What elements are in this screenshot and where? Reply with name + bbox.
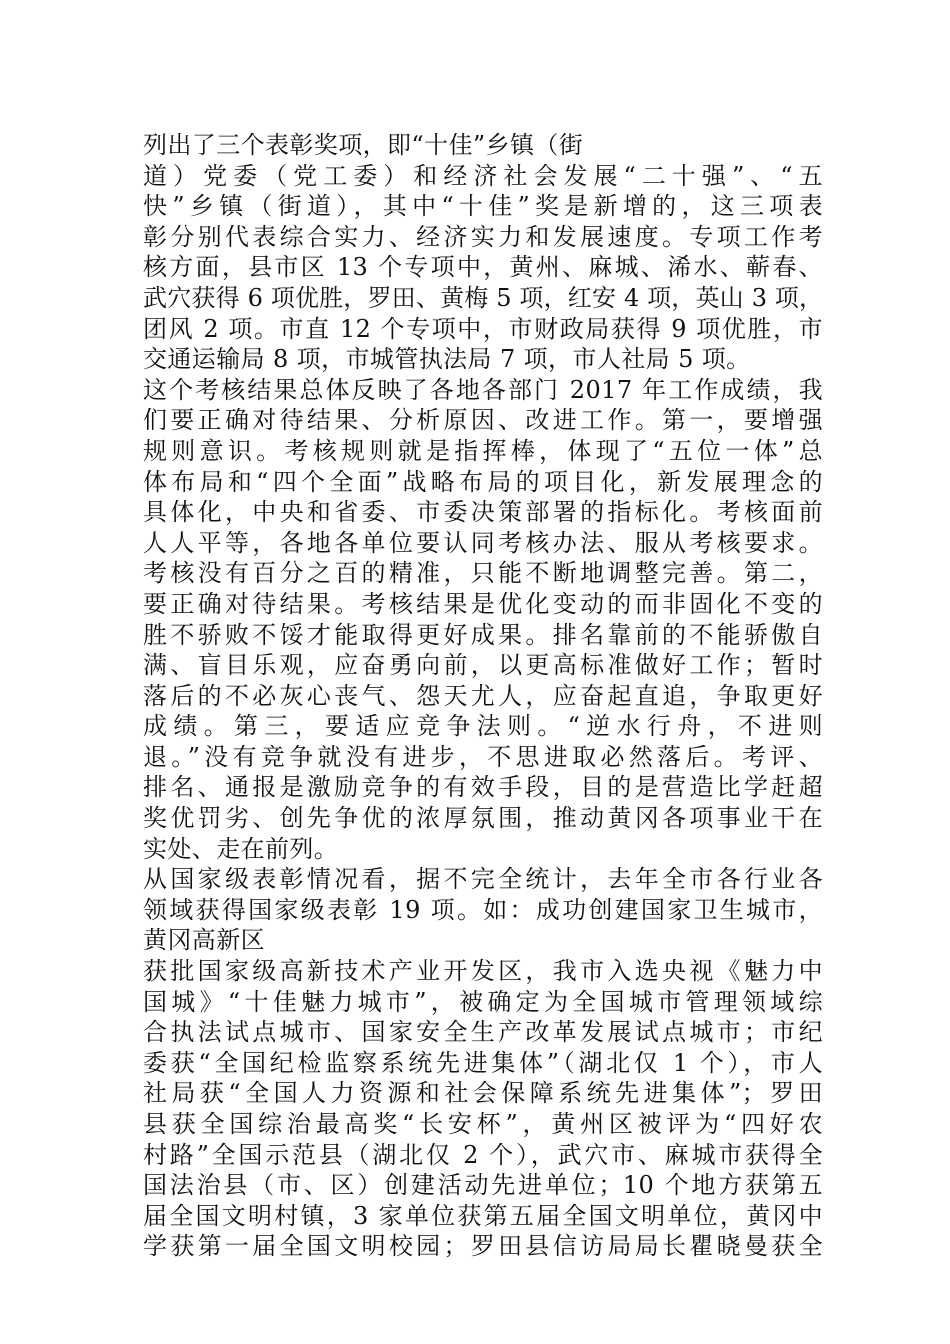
text-line: 列出了三个表彰奖项，即“十佳”乡镇（街: [143, 131, 584, 159]
text-line: 体布局和“四个全面”战略布局的项目化，新发展理念的: [143, 467, 823, 496]
text-line: 胜不骄败不馁才能取得更好成果。排名靠前的不能骄傲自: [143, 620, 823, 649]
text-line: 满、盲目乐观，应奋勇向前，以更高标准做好工作；暂时: [143, 651, 823, 680]
text-line: 领域获得国家级表彰 19 项。如：成功创建国家卫生城市，: [143, 895, 823, 924]
text-line: 规则意识。考核规则就是指挥棒，体现了“五位一体”总: [143, 436, 823, 465]
text-line: 武穴获得 6 项优胜，罗田、黄梅 5 项，红安 4 项，英山 3 项，: [143, 283, 823, 312]
text-line: 黄冈高新区: [143, 926, 265, 955]
text-line: 们要正确对待结果、分析原因、改进工作。第一，要增强: [143, 406, 823, 435]
text-line: 要正确对待结果。考核结果是优化变动的而非固化不变的: [143, 589, 823, 618]
text-line: 彰分别代表综合实力、经济实力和发展速度。专项工作考: [143, 222, 823, 251]
text-line: 届全国文明村镇，3 家单位获第五届全国文明单位，黄冈中: [143, 1201, 823, 1230]
text-line: 合执法试点城市、国家安全生产改革发展试点城市；市纪: [143, 1018, 823, 1047]
text-line: 国法治县（市、区）创建活动先进单位；10 个地方获第五: [143, 1171, 823, 1200]
text-line: 这个考核结果总体反映了各地各部门 2017 年工作成绩，我: [143, 375, 823, 404]
text-line: 成绩。第三，要适应竞争法则。“逆水行舟，不进则: [143, 712, 823, 741]
text-line: 核方面，县市区 13 个专项中，黄州、麻城、浠水、蕲春、: [143, 253, 823, 282]
text-line: 人人平等，各地各单位要认同考核办法、服从考核要求。: [143, 528, 823, 557]
text-line: 村路”全国示范县（湖北仅 2 个），武穴市、麻城市获得全: [143, 1140, 823, 1169]
text-line: 团风 2 项。市直 12 个专项中，市财政局获得 9 项优胜，市: [143, 314, 823, 343]
body-text: [143, 130, 823, 1262]
text-line: 具体化，中央和省委、市委决策部署的指标化。考核面前: [143, 498, 823, 527]
text-line: 委获“全国纪检监察系统先进集体”（湖北仅 1 个），市人: [143, 1048, 823, 1077]
text-line: 获批国家级高新技术产业开发区，我市入选央视《魅力中: [143, 957, 823, 986]
text-line: 县获全国综治最高奖“长安杯”，黄州区被评为“四好农: [143, 1110, 823, 1138]
text-line: 交通运输局 8 项，市城管执法局 7 项，市人社局 5 项。: [143, 345, 751, 374]
text-line: 排名、通报是激励竞争的有效手段，目的是营造比学赶超: [143, 773, 823, 802]
text-line: 快”乡镇（街道），其中“十佳”奖是新增的，这三项表: [143, 192, 823, 221]
text-line: 社局获“全国人力资源和社会保障系统先进集体”；罗田: [143, 1079, 823, 1108]
text-line: 奖优罚劣、创先争优的浓厚氛围，推动黄冈各项事业干在: [143, 804, 823, 833]
text-line: 国城》“十佳魅力城市”，被确定为全国城市管理领域综: [143, 987, 823, 1016]
text-line: 从国家级表彰情况看，据不完全统计，去年全市各行业各: [143, 865, 823, 894]
text-line: 落后的不必灰心丧气、怨天尤人，应奋起直追，争取更好: [143, 681, 823, 710]
text-line: 考核没有百分之百的精准，只能不断地调整完善。第二，: [143, 559, 823, 588]
text-line: 学获第一届全国文明校园；罗田县信访局局长瞿晓曼获全: [143, 1232, 823, 1261]
text-line: 道）党委（党工委）和经济社会发展“二十强”、“五: [143, 161, 823, 190]
text-line: 实处、走在前列。: [143, 834, 339, 863]
text-line: 退。”没有竞争就没有进步，不思进取必然落后。考评、: [143, 742, 823, 771]
